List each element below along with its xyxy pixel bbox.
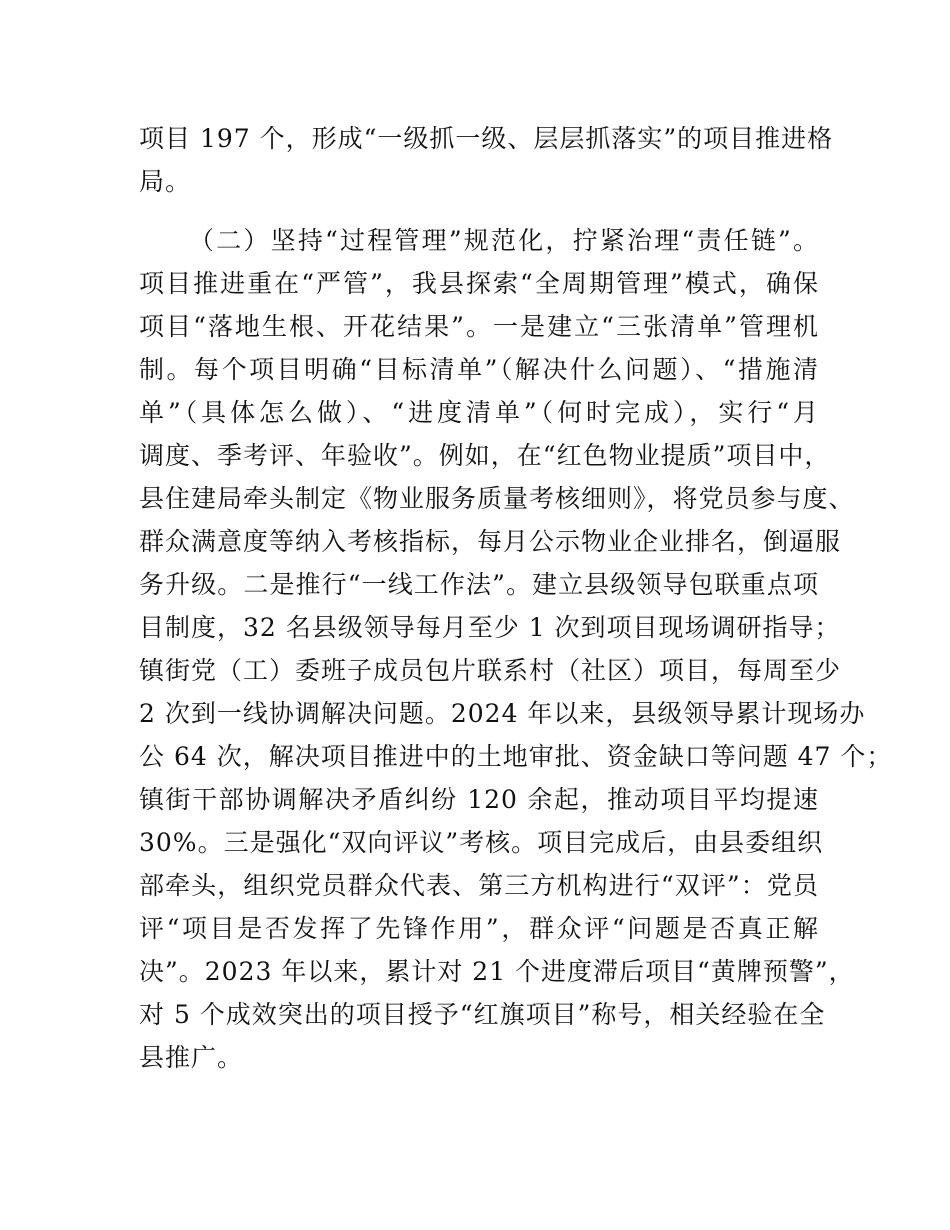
text-line: 对 5 个成效突出的项目授予“红旗项目”称号，相关经验在全 xyxy=(139,1000,826,1029)
text-line: 公 64 次，解决项目推进中的土地审批、资金缺口等问题 47 个； xyxy=(139,742,893,771)
section-heading-line: （二）坚持“过程管理”规范化，拧紧治理“责任链”。 xyxy=(189,226,819,255)
text-line: 制。每个项目明确“目标清单”（解决什么问题）、“措施清 xyxy=(139,355,819,384)
paragraph-2 xyxy=(139,219,893,1079)
text-line: 项目推进重在“严管”，我县探索“全周期管理”模式，确保 xyxy=(139,269,819,298)
text-line: 县住建局牵头制定《物业服务质量考核细则》，将党员参与度、 xyxy=(139,484,855,513)
text-line: 部牵头，组织党员群众代表、第三方机构进行“双评”：党员 xyxy=(139,871,819,900)
text-line: 单”（具体怎么做）、“进度清单”（何时完成），实行“月 xyxy=(139,398,819,427)
text-line: 决”。2023 年以来，累计对 21 个进度滞后项目“黄牌预警”， xyxy=(139,957,855,986)
text-line: 项目“落地生根、开花结果”。一是建立“三张清单”管理机 xyxy=(139,312,819,341)
text-line: 镇街党（工）委班子成员包片联系村（社区）项目，每周至少 xyxy=(139,656,842,685)
text-line: 调度、季考评、年验收”。例如，在“红色物业提质”项目中， xyxy=(139,441,831,470)
text-line: 目制度，32 名县级领导每月至少 1 次到项目现场调研指导； xyxy=(139,613,841,642)
text-line: 2 次到一线协调解决问题。2024 年以来，县级领导累计现场办 xyxy=(139,699,866,728)
paragraph-gap xyxy=(139,203,819,219)
text-line: 评“项目是否发挥了先锋作用”，群众评“问题是否真正解 xyxy=(139,914,819,943)
document-body xyxy=(139,117,893,1079)
text-line: 30%。三是强化“双向评议”考核。项目完成后，由县委组织 xyxy=(139,828,824,857)
text-line: 群众满意度等纳入考核指标，每月公示物业企业排名，倒逼服 xyxy=(139,527,842,556)
text-line: 项目 197 个，形成“一级抓一级、层层抓落实”的项目推进格 xyxy=(139,124,834,153)
text-line: 局。 xyxy=(139,167,192,196)
text-line: 县推广。 xyxy=(139,1043,244,1072)
text-line: 镇街干部协调解决矛盾纠纷 120 余起，推动项目平均提速 xyxy=(139,785,819,814)
text-line: 务升级。二是推行“一线工作法”。建立县级领导包联重点项 xyxy=(139,570,819,599)
paragraph-1 xyxy=(139,117,834,203)
